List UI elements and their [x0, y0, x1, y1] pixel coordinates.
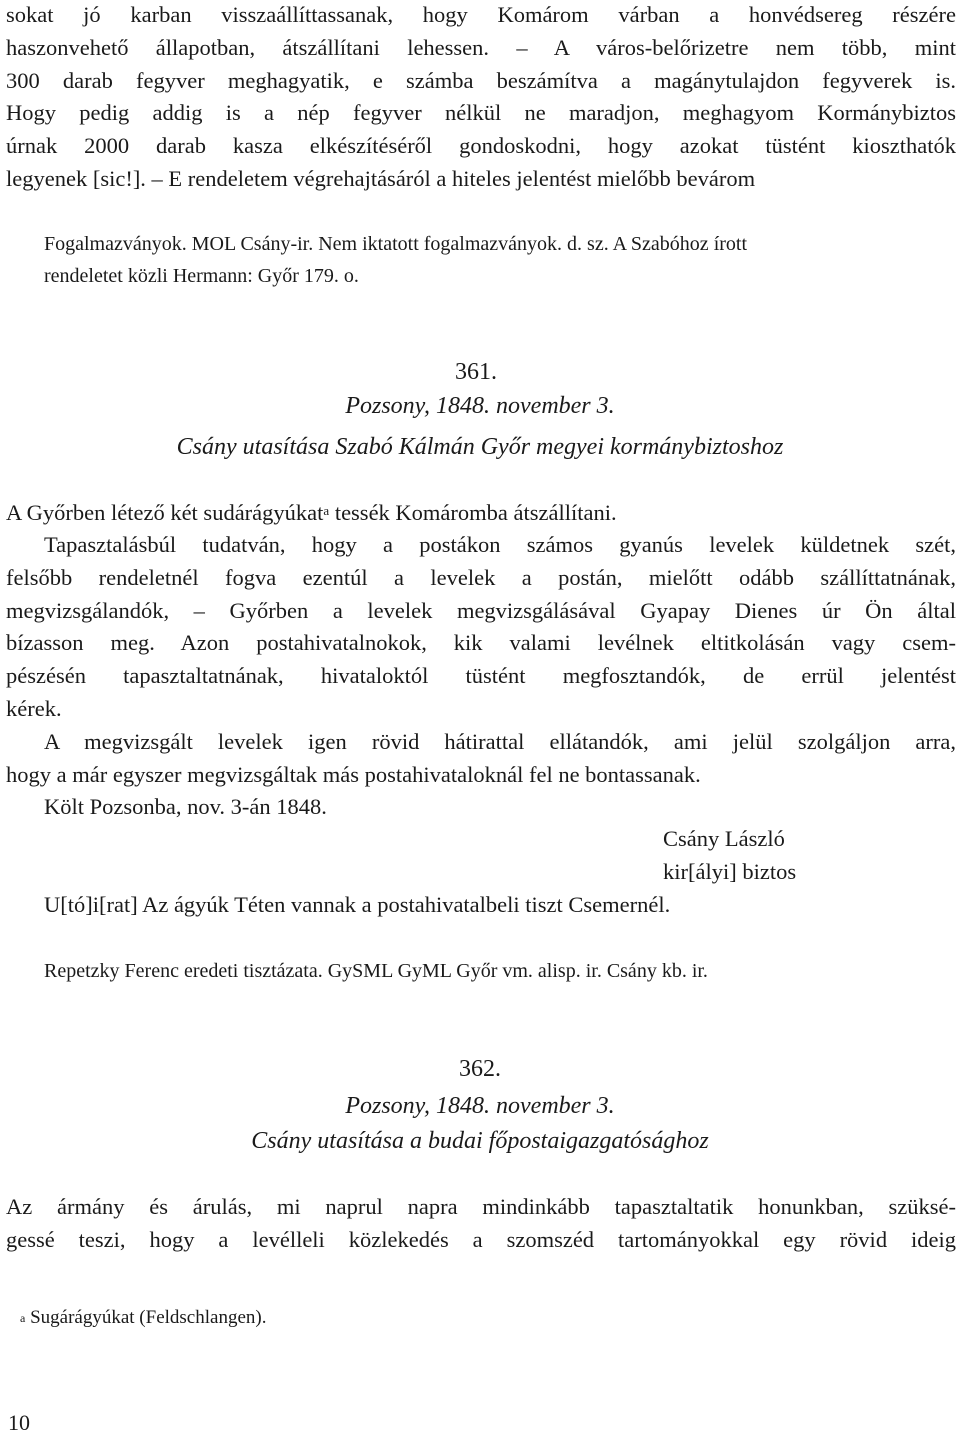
source-note-360: [44, 228, 960, 292]
text-line: A megvizsgált levelek igen rövid hátirattal ellátandók, ami jelül szolgáljon arra,: [44, 729, 956, 754]
footnote-text: Sugárágyúkat (Feldschlangen).: [25, 1307, 267, 1328]
text-line: Költ Pozsonba, nov. 3-án 1848.: [44, 794, 327, 819]
text-line: haszonvehető állapotban, átszállítani lehessen. – A város-belőrizetre nem több, mint: [6, 34, 956, 60]
text-line: pészésén tapasztaltatnának, hivataloktól tüstént megfosztandók, de errül jelentést: [6, 663, 956, 689]
source-line: Repetzky Ferenc eredeti tisztázata. GySML GyML Győr vm. alisp. ir. Csány kb. ir.: [44, 960, 708, 982]
source-line: rendeletet közli Hermann: Győr 179. o.: [44, 265, 359, 287]
document-number-361: 361.: [455, 359, 497, 385]
text-line: bízasson meg. Azon postahivatalnokok, kik valami levélnek eltitkolásán vagy csem-: [6, 630, 956, 656]
text-line: megvizsgálandók, – Győrben a levelek megvizsgálásával Gyapay Dienes úr Ön által: [6, 597, 956, 623]
text-line: Az ármány és árulás, mi naprul napra mindinkább tapasztaltatik honunkban, szüksé-: [6, 1194, 956, 1219]
text-line: Tapasztalásbúl tudatván, hogy a postákon számos gyanús levelek küldetnek szét,: [44, 532, 956, 557]
doc-361-place-date: [6, 791, 956, 824]
document-date-361: Pozsony, 1848. november 3.: [345, 393, 615, 419]
text-line: sokat jó karban visszaállíttassanak, hogy Komárom várban a honvédsereg részére: [6, 2, 956, 27]
text-line: kérek.: [6, 695, 62, 721]
signature-name: Csány László: [663, 826, 785, 851]
footnote-reference: a: [323, 503, 330, 518]
footnote-marker: a: [20, 1311, 26, 1325]
doc-361-paragraph-3: [6, 726, 956, 792]
doc-361-postscript: [6, 889, 956, 922]
document-number-362: 362.: [459, 1056, 501, 1082]
continuation-paragraph: [6, 0, 956, 196]
document-title-361: Csány utasítása Szabó Kálmán Győr megyei kormánybiztoshoz: [176, 434, 784, 460]
text-line: U[tó]i[rat] Az ágyúk Téten vannak a postahivatalbeli tiszt Csemernél.: [44, 892, 671, 917]
signature-title: kir[ályi] biztos: [663, 859, 797, 884]
document-title-362: Csány utasítása a budai főpostaigazgatósághoz: [251, 1128, 709, 1154]
footnote: [20, 1303, 266, 1333]
text-line: 300 darab fegyver meghagyatik, e számba beszámítva a magánytulajdon fegyverek is.: [6, 67, 956, 93]
text-line: legyenek [sic!]. – E rendeletem végrehajtásáról a hiteles jelentést mielőbb bevárom: [6, 165, 756, 191]
document-date-362: Pozsony, 1848. november 3.: [345, 1093, 615, 1119]
doc-361-paragraph-2: [6, 529, 956, 726]
text-fragment: tessék Komáromba átszállítani.: [329, 500, 617, 525]
page-number: 10: [8, 1410, 30, 1435]
text-line: [6, 497, 956, 530]
text-line: Hogy pedig addig is a nép fegyver nélkül ne maradjon, meghagyom Kormánybiztos: [6, 100, 956, 126]
text-line: úrnak 2000 darab kasza elkészítéséről gondoskodni, hogy azokat tüstént kioszthatók: [6, 133, 956, 159]
source-note-361: [44, 955, 960, 987]
doc-361-first-line: [6, 497, 956, 530]
text-line: gessé teszi, hogy a levélleli közlekedés a szomszéd tartományokkal egy rövid ideig: [6, 1226, 956, 1252]
text-line: felsőbb rendeletnél fogva ezentúl a levelek a postán, mielőtt odább szállíttatnának,: [6, 564, 956, 590]
doc-362-paragraph: [6, 1191, 956, 1257]
text-line: hogy a már egyszer megvizsgáltak más postahivataloknál fel ne bontassanak.: [6, 761, 701, 787]
text-fragment: A Győrben létező két sudárágyúkat: [6, 500, 324, 525]
source-line: Fogalmazványok. MOL Csány-ir. Nem iktatott fogalmazványok. d. sz. A Szabóhoz írott: [44, 233, 748, 255]
